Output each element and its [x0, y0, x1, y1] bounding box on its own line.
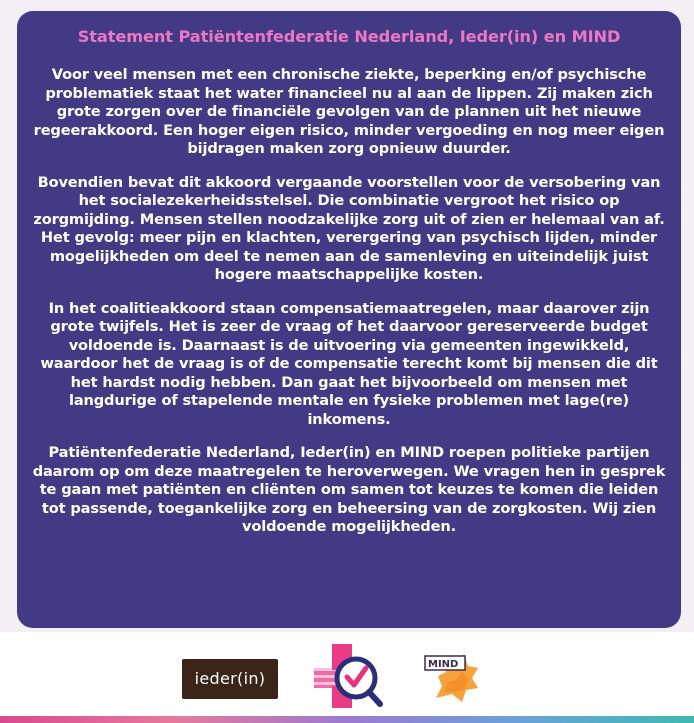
rainbow-stripe — [0, 716, 694, 723]
logo-bar — [0, 632, 694, 716]
statement-paragraph: Bovendien bevat dit akkoord vergaande voorstellen voor de versobering van het socialezekerheidsstelsel. Die combinatie vergroot het risico op zorgmijding. Mensen stellen noodzakelijke zorg uit of zien er helemaal van af. Het gevolg: meer pijn en klachten, verergering van psychisch lijden, minder mogelijkheden om deel te nemen aan de samenleving en uiteindelijk juist hogere maatschappelijke kosten. — [33, 173, 665, 283]
statement-paragraph: In het coalitieakkoord staan compensatiemaatregelen, maar daarover zijn grote twijfels. Het is zeer de vraag of het daarvoor gereserveerde budget voldoende is. Daarnaast is de uitvoering via gemeenten ingewikkeld, waardoor het de vraag is of de compensatie terecht komt bij mensen die dit het hardst nodig hebben. Dan gaat het bijvoorbeeld om mensen met langdurige of stapelende mentale en fysieke problemen met lage(re) inkomens. — [40, 299, 658, 428]
statement-paragraph: Patiëntenfederatie Nederland, Ieder(in) en MIND roepen politieke partijen daarom op om deze maatregelen te heroverwegen. We vragen hen in gesprek te gaan met patiënten en cliënten om samen tot keuzes te komen die leiden tot passende, toegankelijke zorg en beheersing van de zorgkosten. Wij zien voldoende mogelijkheden. — [32, 444, 666, 535]
statement-body — [31, 66, 667, 537]
patientenfederatie-logo — [314, 644, 386, 716]
mind-logo — [422, 646, 482, 706]
ieder-in-logo: ieder(in) — [182, 659, 278, 699]
statement-title: Statement Patiëntenfederatie Nederland, Ieder(in) en MIND — [77, 27, 621, 46]
mind-logo-text: MIND — [428, 659, 459, 670]
statement-paragraph: Voor veel mensen met een chronische ziekte, beperking en/of psychische problematiek staat het water financieel nu al aan de lippen. Zij maken zich grote zorgen over de financiële gevolgen van de plannen uit het nieuwe regeerakkoord. Een hoger eigen risico, minder vergoeding en nog meer eigen bijdragen maken zorg opnieuw duurder. — [33, 66, 665, 157]
statement-card — [17, 11, 681, 628]
